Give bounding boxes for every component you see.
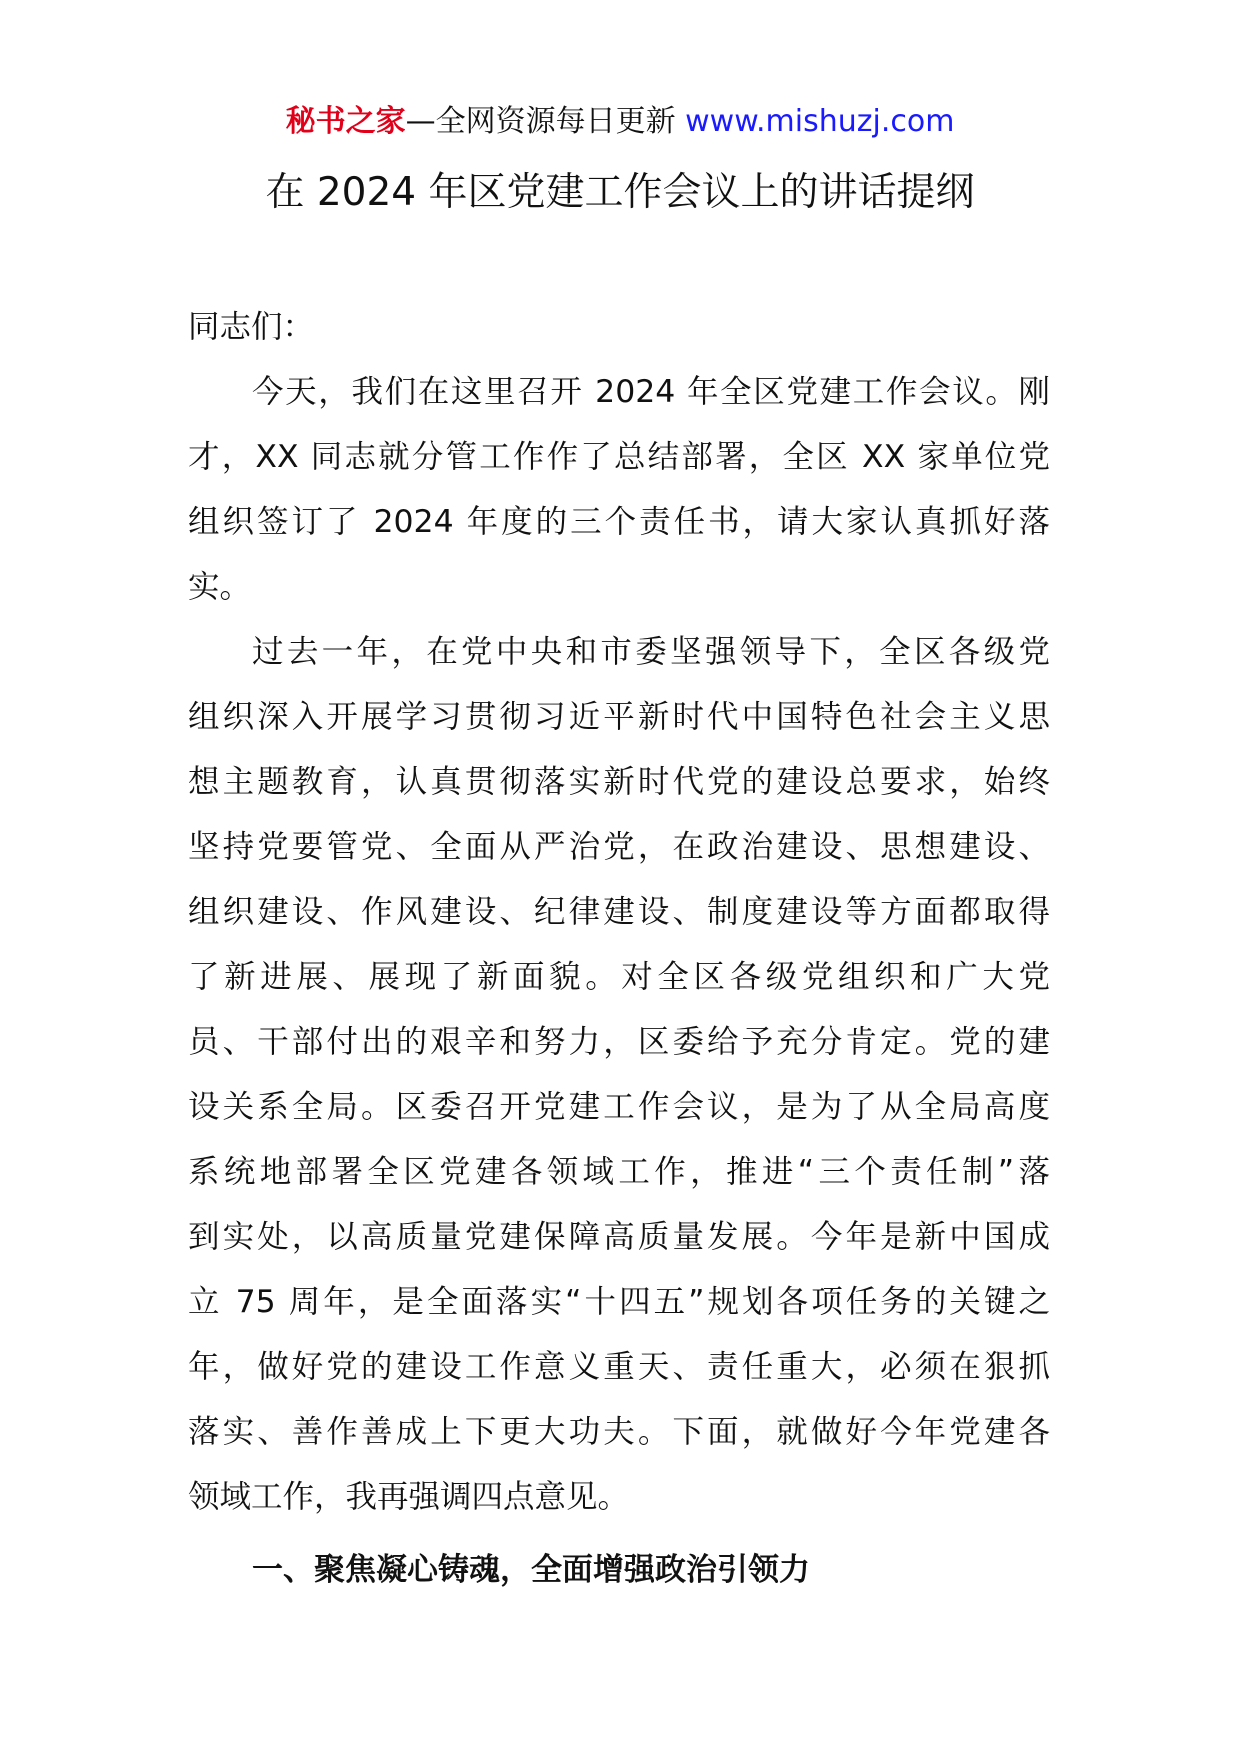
paragraph-line: 到实处，以高质量党建保障高质量发展。今年是新中国成 — [188, 1219, 1050, 1255]
site-tagline: —全网资源每日更新 — [405, 104, 676, 139]
paragraph-line: 组织深入开展学习贯彻习近平新时代中国特色社会主义思 — [188, 699, 1050, 735]
paragraph-line: 今天，我们在这里召开 2024 年全区党建工作会议。刚 — [252, 374, 1050, 410]
document-title: 在 2024 年区党建工作会议上的讲话提纲 — [265, 170, 975, 215]
paragraph-2 — [188, 620, 1050, 1530]
paragraph-line: 年，做好党的建设工作意义重天、责任重大，必须在狠抓 — [188, 1349, 1050, 1385]
site-header — [0, 102, 1240, 142]
paragraph-line: 想主题教育，认真贯彻落实新时代党的建设总要求，始终 — [188, 764, 1050, 800]
brand-name: 秘书之家 — [285, 104, 406, 139]
paragraph-line: 员、干部付出的艰辛和努力，区委给予充分肯定。党的建 — [188, 1024, 1050, 1060]
paragraph-line: 设关系全局。区委召开党建工作会议，是为了从全局高度 — [188, 1089, 1050, 1125]
site-url-link[interactable]: www.mishuzj.com — [685, 104, 955, 139]
paragraph-line: 了新进展、展现了新面貌。对全区各级党组织和广大党 — [188, 959, 1050, 995]
document-body — [188, 295, 1050, 1603]
paragraph-line: 实。 — [188, 569, 252, 605]
paragraph-line: 组织签订了 2024 年度的三个责任书，请大家认真抓好落 — [188, 504, 1050, 540]
salutation: 同志们： — [188, 309, 315, 345]
section-heading: 一、聚焦凝心铸魂，全面增强政治引领力 — [252, 1552, 810, 1588]
paragraph-line: 领域工作，我再强调四点意见。 — [188, 1479, 630, 1515]
paragraph-1 — [188, 360, 1050, 620]
paragraph-line: 才，XX 同志就分管工作作了总结部署，全区 XX 家单位党 — [188, 439, 1050, 475]
paragraph-line: 组织建设、作风建设、纪律建设、制度建设等方面都取得 — [188, 894, 1050, 930]
paragraph-line: 系统地部署全区党建各领域工作，推进“三个责任制”落 — [188, 1154, 1050, 1190]
paragraph-line: 过去一年，在党中央和市委坚强领导下，全区各级党 — [252, 634, 1050, 670]
paragraph-line: 坚持党要管党、全面从严治党，在政治建设、思想建设、 — [188, 829, 1050, 865]
paragraph-line: 落实、善作善成上下更大功夫。下面，就做好今年党建各 — [188, 1414, 1050, 1450]
paragraph-line: 立 75 周年，是全面落实“十四五”规划各项任务的关键之 — [188, 1284, 1050, 1320]
